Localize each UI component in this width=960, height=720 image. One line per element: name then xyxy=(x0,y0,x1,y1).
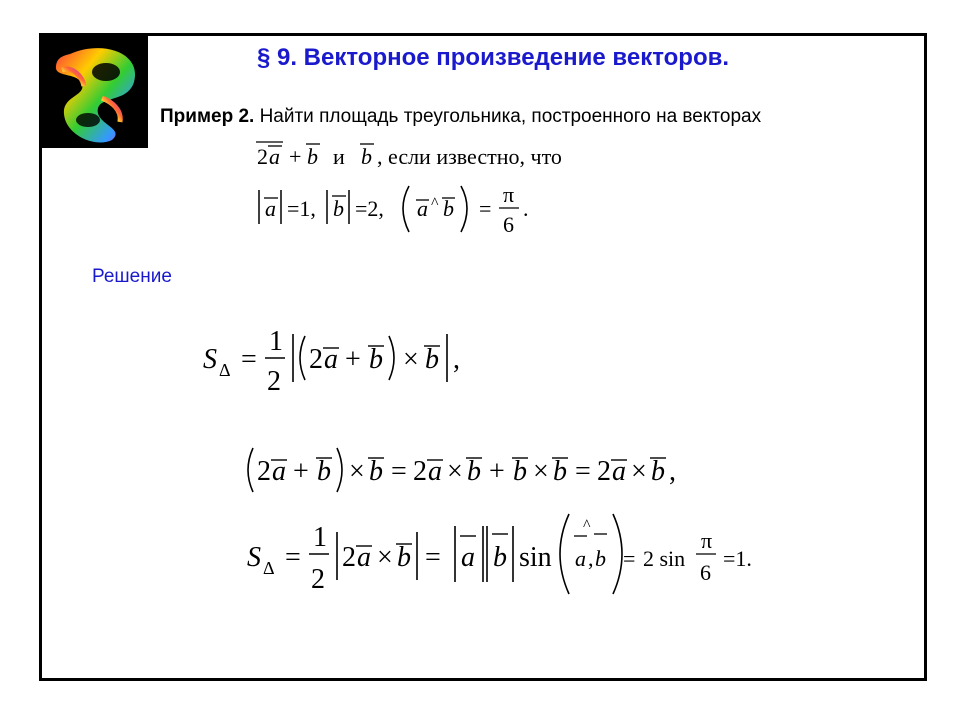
svg-text:b: b xyxy=(651,456,665,487)
svg-text:=1.: =1. xyxy=(723,546,752,571)
svg-text:2: 2 xyxy=(267,366,281,397)
svg-text:6: 6 xyxy=(700,560,711,585)
svg-text:=: = xyxy=(285,542,301,573)
example-label: Пример 2. xyxy=(160,106,255,127)
svg-text:b: b xyxy=(397,542,411,573)
svg-text:b: b xyxy=(361,144,372,169)
svg-text:Δ: Δ xyxy=(263,558,275,578)
svg-text:Δ: Δ xyxy=(219,360,231,380)
solution-label: Решение xyxy=(92,266,172,287)
svg-text:a: a xyxy=(324,344,338,375)
svg-text:b: b xyxy=(369,344,383,375)
svg-text:2: 2 xyxy=(257,456,271,487)
svg-text:+: + xyxy=(345,344,361,375)
slide-frame xyxy=(39,33,927,681)
svg-text:2: 2 xyxy=(413,456,427,487)
svg-text:×: × xyxy=(349,456,365,487)
svg-text:b: b xyxy=(513,456,527,487)
svg-text:+: + xyxy=(289,144,302,169)
svg-text:a: a xyxy=(575,546,586,571)
svg-text:b: b xyxy=(553,456,567,487)
condition-text: , если известно, что xyxy=(377,144,562,169)
svg-text:2: 2 xyxy=(309,344,323,375)
svg-text:a: a xyxy=(357,542,371,573)
svg-text:2: 2 xyxy=(342,542,356,573)
svg-text:b: b xyxy=(595,546,606,571)
svg-text:π: π xyxy=(503,182,515,207)
svg-text:,: , xyxy=(669,456,676,487)
svg-text:1: 1 xyxy=(313,522,327,553)
svg-text:sin: sin xyxy=(519,542,552,573)
svg-text:a: a xyxy=(269,144,280,169)
svg-text:×: × xyxy=(533,456,549,487)
example-statement xyxy=(160,106,761,128)
svg-text:b: b xyxy=(307,144,318,169)
svg-text:a: a xyxy=(265,196,276,221)
svg-text:b: b xyxy=(443,196,454,221)
svg-text:^: ^ xyxy=(431,195,439,212)
condition-formulas xyxy=(247,136,607,246)
svg-text:2: 2 xyxy=(257,144,268,169)
svg-text:+: + xyxy=(293,456,309,487)
svg-text:2: 2 xyxy=(311,564,325,595)
svg-text:×: × xyxy=(447,456,463,487)
formula-area-result xyxy=(247,514,752,595)
solution-formulas xyxy=(197,314,817,604)
svg-text:b: b xyxy=(333,196,344,221)
svg-text:b: b xyxy=(425,344,439,375)
svg-text:6: 6 xyxy=(503,212,514,237)
svg-text:+: + xyxy=(489,456,505,487)
svg-text:×: × xyxy=(403,344,419,375)
svg-text:2: 2 xyxy=(597,456,611,487)
svg-text:a: a xyxy=(272,456,286,487)
svg-text:S: S xyxy=(203,344,217,375)
svg-text:a: a xyxy=(428,456,442,487)
svg-text:.: . xyxy=(523,196,529,221)
svg-text:=: = xyxy=(241,344,257,375)
formula-cross-product xyxy=(248,448,676,492)
svg-text:a: a xyxy=(417,196,428,221)
svg-text:b: b xyxy=(317,456,331,487)
svg-text:×: × xyxy=(631,456,647,487)
svg-text:×: × xyxy=(377,542,393,573)
formula-area-expression xyxy=(203,326,460,397)
svg-text:=: = xyxy=(623,546,636,571)
svg-text:=: = xyxy=(391,456,407,487)
svg-text:,: , xyxy=(588,546,594,571)
svg-text:b: b xyxy=(493,542,507,573)
and-word: и xyxy=(333,144,345,169)
svg-text:=: = xyxy=(479,196,492,221)
slide-title: § 9. Векторное произведение векторов. xyxy=(256,44,730,71)
svg-text:1: 1 xyxy=(269,326,283,357)
svg-text:,: , xyxy=(453,344,460,375)
example-text: Найти площадь треугольника, построенного на векторах xyxy=(254,106,762,127)
svg-text:=: = xyxy=(575,456,591,487)
svg-text:^: ^ xyxy=(583,517,591,534)
svg-text:a: a xyxy=(612,456,626,487)
svg-text:π: π xyxy=(701,528,713,553)
svg-text:b: b xyxy=(369,456,383,487)
svg-text:=2,: =2, xyxy=(355,196,384,221)
svg-text:=1,: =1, xyxy=(287,196,316,221)
svg-text:=: = xyxy=(425,542,441,573)
svg-text:b: b xyxy=(467,456,481,487)
svg-text:S: S xyxy=(247,542,261,573)
svg-text:2 sin: 2 sin xyxy=(643,546,686,571)
svg-text:a: a xyxy=(461,542,475,573)
